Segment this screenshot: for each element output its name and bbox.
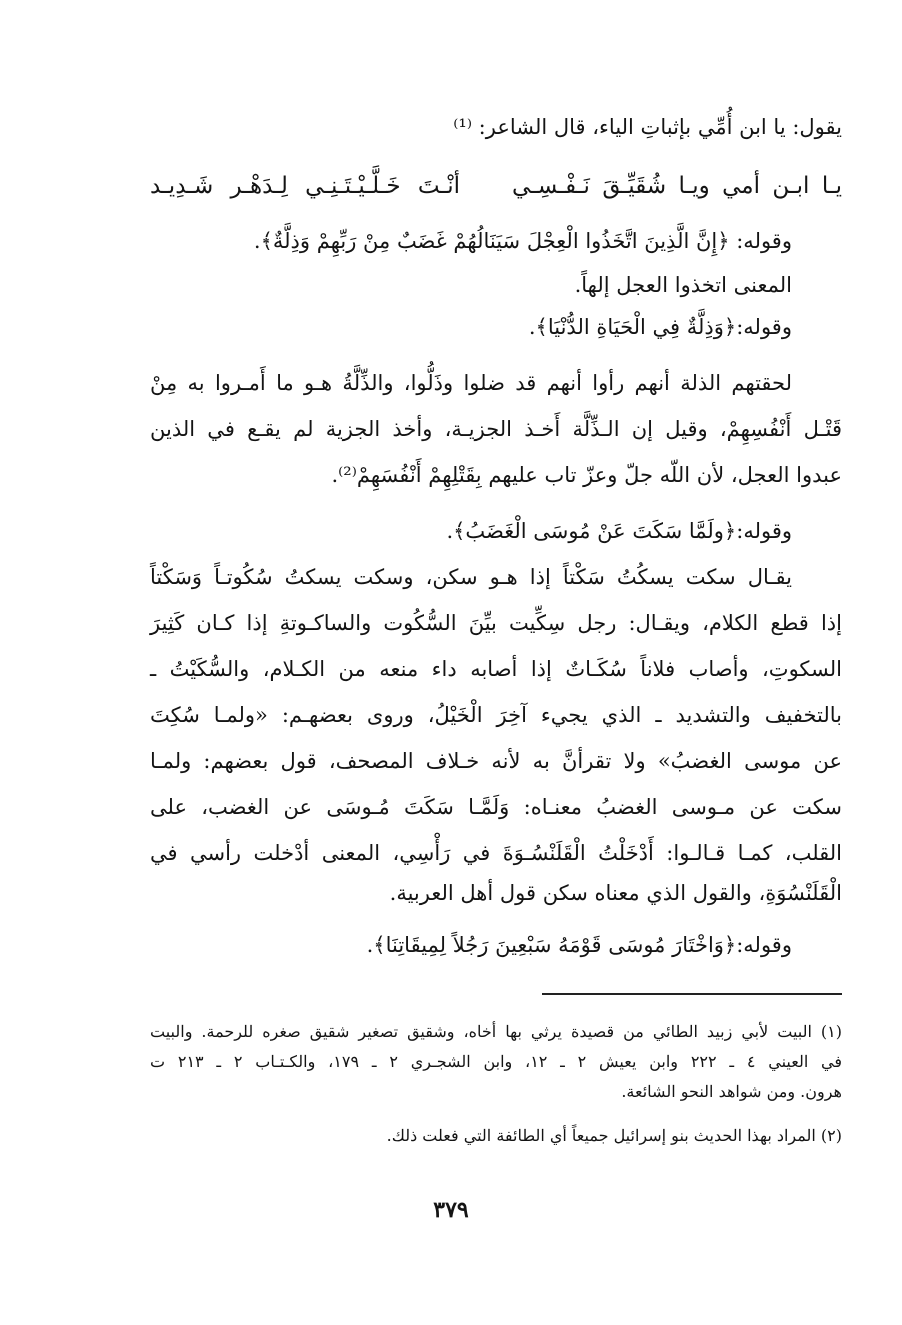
intro-line: يقول: يا ابن أُمِّي بإثباتِ الياء، قال الشاعر: ⁽¹⁾ (453, 115, 842, 139)
paragraph-2-line: بالتخفيف والتشديد ـ الذي يجيء آخِرَ الْخَيْلُ، وروى بعضهـم: «ولمـا سُكِتَ (150, 703, 842, 727)
paragraph-2-line: القلب، كمـا قـالـوا: أَدْخَلْتُ الْقَلَنْسُـوَةَ في رَأْسِي، المعنى أدْخلت رأسي في (150, 841, 842, 865)
poetry-verse (150, 168, 842, 204)
paragraph-2-line: يقـال سكت يسكُتُ سَكْتاً إذا هـو سكن، وسكت يسكتُ سُكُوتـاً وَسَكْتاً (150, 565, 792, 589)
quran-quote-3: وقوله:﴿ولَمَّا سَكَتَ عَنْ مُوسَى الْغَضَبُ﴾. (446, 519, 792, 543)
page-number: ٣٧٩ (433, 1197, 469, 1223)
quran-quote-2: وقوله:﴿وَذِلَّةٌ فِي الْحَيَاةِ الدُّنْيَا﴾. (528, 315, 792, 339)
footnote-2: (٢) المراد بهذا الحديث بنو إسرائيل جميعاً أي الطائفة التي فعلت ذلك. (386, 1126, 842, 1145)
paragraph-2-line: سكت عن مـوسى الغضبُ معنـاه: وَلَمَّـا سَكَتَ مُـوسَى عن الغضب، على (150, 795, 842, 819)
quran-quote-1: وقوله: ﴿إِنَّ الَّذِينَ اتَّخَذُوا الْعِجْلَ سَيَنَالُهُمْ غَضَبٌ مِنْ رَبِّهِمْ وَذِلَّةٌ﴾. (253, 229, 792, 253)
paragraph-2-line: عن موسى الغضبُ» ولا تقرأنَّ به لأنه خـلاف المصحف، قول بعضهم: ولمـا (150, 749, 842, 773)
verse-first-hemistich: يـا ابـن أمي ويـا شُقَيِّـقَ نَـفْـسِـي (512, 173, 842, 199)
quran-quote-4: وقوله:﴿وَاخْتَارَ مُوسَى قَوْمَهُ سَبْعِينَ رَجُلاً لِمِيقَاتِنَا﴾. (366, 933, 792, 957)
paragraph-2-line: إذا قطع الكلام، ويقـال: رجل سِكِّيت بيِّنَ السُّكُوت والساكـوتةِ إذا كـان كَثِيرَ (150, 611, 842, 635)
footnote-divider (542, 993, 842, 995)
paragraph-1-line: لحقتهم الذلة أنهم رأوا أنهم قد ضلوا وذَلُّوا، والذِّلَّةُ هـو ما أَمـروا به مِنْ (150, 371, 792, 395)
quote-1-explanation: المعنى اتخذوا العجل إلهاً. (574, 273, 792, 297)
verse-second-hemistich: أنْـتَ خَـلَّـيْـتَـنِـي لِـدَهْـر شَـدِيـد (150, 173, 460, 199)
paragraph-2-line: السكوتِ، وأصاب فلاناً سُكَـاتٌ إذا أصابه داء منعه من الكـلام، والسُّكَيْتُ ـ (150, 657, 842, 681)
paragraph-1-line: قَتْـل أَنْفُسِهِمْ، وقيل إن الـذِّلَّة أَخـذ الجزيـة، وأخذ الجزية لم يقـع في الذين (150, 417, 842, 441)
footnote-1-line: (١) البيت لأبي زبيد الطائي من قصيدة يرثي بها أخاه، وشقيق تصغير شقيق صغره للرحمة. والبيت (150, 1022, 842, 1041)
footnote-1-line: في العيني ٤ ـ ٢٢٢ وابن يعيش ٢ ـ ١٢، وابن الشجـري ٢ ـ ١٧٩، والكـتـاب ٢ ـ ٢١٣ ت (150, 1052, 843, 1071)
footnote-1-line: هرون. ومن شواهد النحو الشائعة. (621, 1082, 842, 1101)
paragraph-2-line: الْقَلَنْسُوَةِ، والقول الذي معناه سكن قول أهل العربية. (389, 881, 842, 905)
paragraph-1-line: عبدوا العجل، لأن اللّه جلّ وعزّ تاب عليهم بِقَتْلِهِمْ أَنْفُسَهِمْ⁽²⁾. (331, 463, 842, 487)
